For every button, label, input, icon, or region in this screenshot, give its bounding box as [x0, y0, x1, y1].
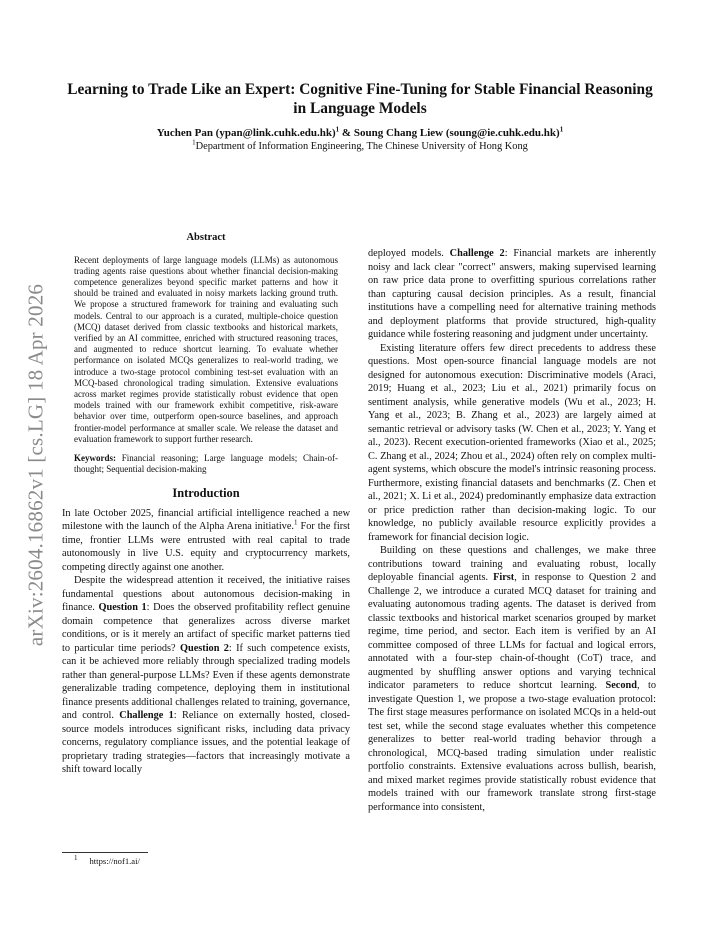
intro-p4-text-c: , to investigate Question 1, we propose a two-stage evaluation protocol: The first stage measures performance on isolated MCQs in a held-out test set, while the second stage evaluates whether this competence generalizes to better real-world trading behavior through a chronological, MCQ-based trading simulation under realistic portfolio constraints. Extensive evaluations across bullish, bearish, and mixed market regimes provide statistically robust evidence that models trained with our framework translate strong first-stage performance into consistent, — [368, 680, 656, 813]
footnote-entry — [62, 856, 140, 866]
introduction-heading: Introduction — [172, 486, 240, 501]
footnote-ref-1: 1 — [293, 518, 298, 527]
arxiv-id-text: arXiv:2604.16862v1 [cs.LG] 18 Apr 2026 — [23, 283, 48, 647]
intro-paragraph-4 — [368, 544, 656, 814]
intro-p1-text-a: In late October 2025, financial artificial intelligence reached a new milestone with the launch of the Alpha Arena initiative. — [62, 507, 350, 533]
intro-paragraph-3: Existing literature offers few direct precedents to address these questions. Most open-source financial language models are not designed for autonomous execution: Discriminative models (Araci, 2019; Huang et al., 2023; Liu et al., 2021) primarily focus on sentiment analysis, while generative models (Wu et al., 2023; H. Yang et al., 2023; B. Zhang et al., 2023) are largely aimed at semantic retrieval or advisory tasks (W. Chen et al., 2023; Y. Yang et al., 2023). Recent execution-oriented frameworks (Xiao et al., 2025; C. Zhang et al., 2024; Zhou et al., 2024) often rely on complex multi-agent systems, which obscure the model's intrinsic reasoning process. Furthermore, existing financial datasets and benchmarks (Z. Chen et al., 2021; X. Li et al., 2024) predominantly emphasize data extraction or price prediction rather than decision-making logic. To our knowledge, no publicly available resource explicitly provides a framework for financial decision logic. — [368, 342, 656, 543]
intro-p2-text-f: : Financial markets are inherently noisy and lack clear "correct" answers, making supervised learning on raw price data prone to overfitting spurious correlations rather than capturing causal decision principles. As a result, financial institutions have a compelling need for alternative training methods and deployment platforms that provide structured, high-quality guidance while fostering reasoning and judgment under uncertainty. — [368, 248, 656, 340]
intro-paragraph-2 — [62, 574, 350, 777]
keywords-line — [62, 453, 350, 475]
keywords-text: Financial reasoning; Large language models; Chain-of-thought; Sequential decision-making — [74, 452, 338, 475]
second-contribution-label: Second — [605, 680, 637, 691]
intro-p2-text-c: : If such competence exists, can it be achieved more reliably through specialized trading models rather than general-purpose LLMs? Even if these agents demonstrate generalizable trading competence, deploying them in institutional finance presents additional challenges related to training, governance, and control. — [62, 642, 350, 722]
abstract-heading: Abstract — [186, 232, 226, 243]
abstract-body: Recent deployments of large language models (LLMs) as autonomous trading agents raise questions about whether financial decision-making competence generalizes beyond specific market patterns and how it should be trained and evaluated in noisy markets lacking ground truth. We propose a structured framework for training and evaluating such models. Central to our approach is a curated, multiple-choice question (MCQ) dataset derived from classic textbooks and historical markets, verified by an AI committee, enriched with structured reasoning traces, and augmented to reduce shortcut learning. To evaluate whether performance on isolated MCQs generalizes to real-world trading, we introduce a two-stage protocol combining test-set evaluation with an MCQ-based chronological trading simulation. Extensive evaluations across market regimes provide statistically robust evidence that open models trained with our framework exhibit competitive, risk-aware behavior over time, outperform open-source baselines, and approach frontier-model performance at smaller scale. We release the dataset and evaluation framework to support further research. — [74, 254, 338, 444]
challenge-1-label: Challenge 1 — [119, 710, 174, 722]
keywords-label: Keywords: — [74, 452, 116, 463]
intro-p2-text-e: deployed models. — [368, 248, 450, 259]
intro-p2-text-d: : Reliance on externally hosted, closed-source models introduces significant risks, including data privacy concerns, regulatory compliance issues, and the potential leakage of proprietary trading strategies—factors that increasingly motivate a shift toward locally — [62, 710, 350, 776]
affiliation-text: Department of Information Engineering, The Chinese University of Hong Kong — [195, 141, 528, 152]
author-1: Yuchen Pan (ypan@link.cuhk.edu.hk) — [156, 127, 336, 139]
footnote-rule — [62, 852, 148, 853]
challenge-2-label: Challenge 2 — [449, 248, 505, 259]
left-column — [62, 231, 350, 777]
arxiv-identifier-stamp — [6, 250, 66, 680]
footnote — [62, 852, 350, 867]
author-2: & Soung Chang Liew (soung@ie.cuhk.edu.hk) — [339, 127, 560, 139]
affiliation-mark: 1 — [192, 138, 196, 147]
affiliation-line — [60, 140, 660, 153]
author-2-affil-mark: 1 — [559, 125, 564, 134]
question-1-label: Question 1 — [98, 602, 147, 614]
intro-p1-text-b: For the first time, frontier LLMs were entrusted with real capital to trade autonomously in live U.S. equity and cryptocurrency markets, competing directly against one another. — [62, 521, 350, 573]
question-2-label: Question 2 — [179, 642, 229, 654]
intro-p4-text-a: Building on these questions and challenges, we make three contributions toward training and evaluating robust, locally deployable financial agents. — [368, 545, 656, 583]
intro-paragraph-1 — [62, 507, 350, 575]
author-1-affil-mark: 1 — [335, 125, 340, 134]
intro-p2-text-b: : Does the observed profitability reflect genuine domain competence that generalizes across diverse market conditions, or is it merely an artifact of specific market patterns tied to particular time periods? — [62, 602, 350, 654]
intro-p4-text-b: , in response to Question 2 and Challenge 2, we introduce a curated MCQ dataset for training and evaluating autonomous trading agents. The dataset is derived from classic textbooks and historical market scenarios grouped by market regime, time period, and sector. Each item is verified by an AI committee composed of three LLMs for factual and logical errors, annotated with a four-step chain-of-thought (CoT) trace, and augmented by shuffling answer options and varying technical indicator parameters to reduce shortcut learning. — [368, 572, 657, 691]
paper-title: Learning to Trade Like an Expert: Cognitive Fine-Tuning for Stable Financial Reasoning in Language Models — [67, 81, 653, 117]
footnote-url: https://nof1.ai/ — [89, 856, 140, 866]
intro-p2-text-a: Despite the widespread attention it received, the initiative raises fundamental questions about autonomous decision-making in finance. — [62, 575, 350, 614]
right-column — [368, 247, 656, 814]
intro-paragraph-2-continued — [368, 247, 656, 342]
paper-header — [60, 80, 660, 153]
author-line — [60, 126, 660, 140]
first-contribution-label: First — [493, 572, 515, 583]
footnote-mark: 1 — [74, 854, 78, 863]
